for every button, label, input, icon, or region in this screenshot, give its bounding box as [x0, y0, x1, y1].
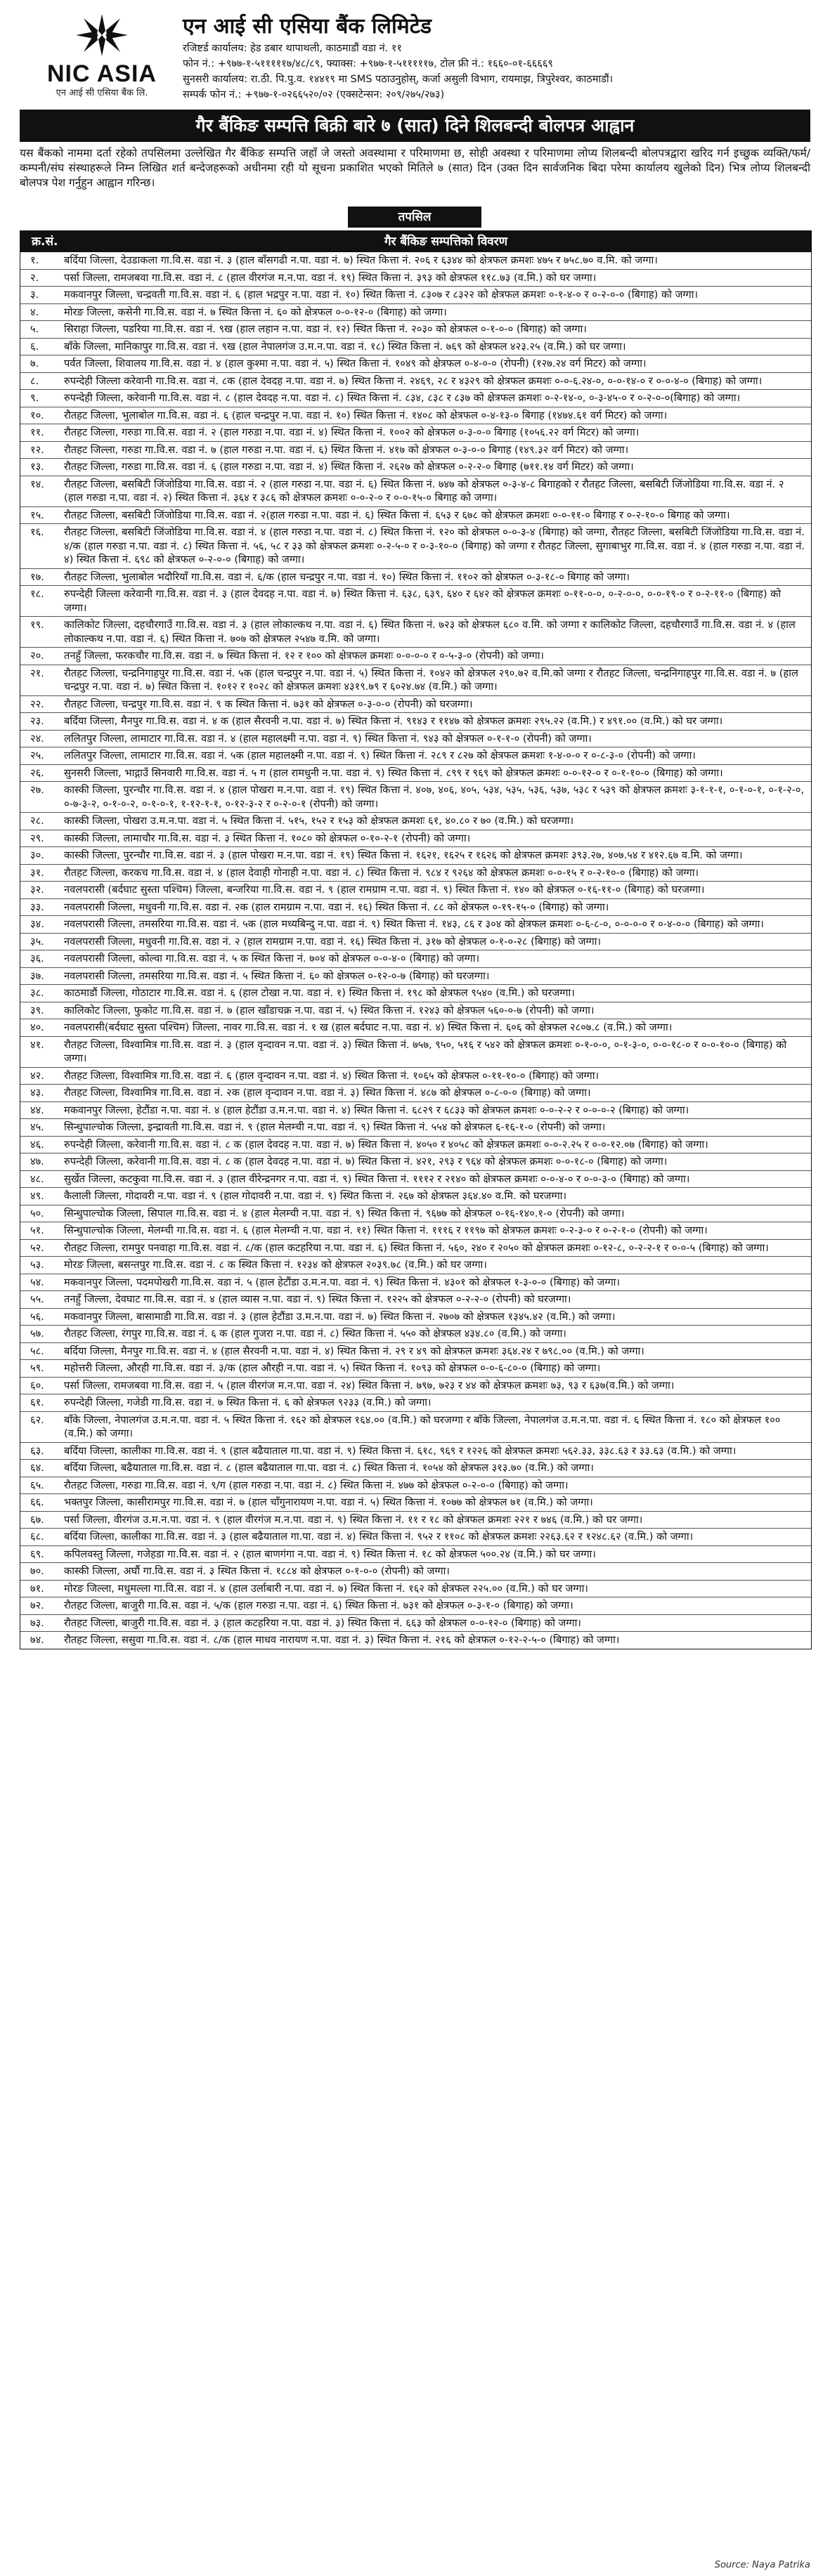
table-row [20, 1326, 811, 1343]
table-row [20, 459, 811, 476]
row-serial: ५१. [30, 1224, 44, 1236]
row-description: नवलपरासी जिल्ला, मधुवनी गा.वि.स. वडा नं. २ (हाल रामग्राम न.पा. वडा नं. १६) स्थित कित्ता नं. ३१७ को क्षेत्रफल ०-१-०-२८ (बिगाह) को जग्गा। [64, 935, 602, 948]
bank-contact-block [183, 13, 759, 103]
table-row [20, 1412, 811, 1443]
table-row [20, 1477, 811, 1495]
table-row [20, 713, 811, 731]
row-description: तनहुँ जिल्ला, फरकचौर गा.वि.स. वडा नं. ७ स्थित कित्ता नं. १२ र १०० को क्षेत्रफल क्रमशः ०-०-०-० र ०-५-३-० (रोपनी) को जग्गा। [64, 650, 545, 662]
logo-wordmark: NIC ASIA [47, 60, 157, 87]
row-serial: ३२. [30, 884, 44, 896]
row-description: काठमाडौं जिल्ला, गोठाटार गा.वि.स. वडा नं. ६ (हाल टोखा न.पा. वडा नं. १) स्थित कित्ता नं. १९८ को क्षेत्रफल ९५४० (व.मि.) को घरजग्गा। [64, 987, 575, 999]
row-serial: ५८. [30, 1345, 44, 1357]
table-row [20, 586, 811, 617]
table-row [20, 1443, 811, 1460]
table-row [20, 1274, 811, 1292]
row-serial: ४४. [30, 1104, 44, 1116]
row-description: रौतहट जिल्ला, चन्द्रनिगाहपुर गा.वि.स. वडा नं. ५क (हाल चन्द्रपुर न.पा. वडा नं. ५) स्थित कित्ता नं. १०४२ को क्षेत्रफल २९०.७२ व.मि.को जग्गा र रौतहट जिल्ला, चन्द्रनिगाहपुर गा.वि.स. वडा नं. ७ (हाल चन्द्रपुर न.पा. वडा नं. ७) स्थित कित्ता नं. १०१२ र १०२८ को क्षेत्रफल क्रमशः ४३१९.७९ र ६०२४.७४ (व.मि.) को जग्गा। [64, 667, 798, 693]
row-serial: ५५. [30, 1293, 44, 1305]
bank-header [28, 10, 808, 108]
table-row [20, 287, 811, 304]
row-serial: ७०. [30, 1565, 44, 1577]
header-description: गैर बैंकिङ सम्पत्तिको विवरण [384, 235, 507, 249]
table-row [20, 1102, 811, 1120]
row-description: मकवानपुर जिल्ला, हेटौंडा न.पा. वडा नं. ४ (हाल हेटौंडा उ.म.न.पा. वडा नं. ४) स्थित कित्ता नं. ६८२९ र ६८३३ को क्षेत्रफल क्रमशः ०-०-२-२ र ०-०-०-२ (बिगाह) को जग्गा। [64, 1104, 689, 1116]
bank-logo [28, 13, 176, 104]
row-serial: ३३. [30, 901, 44, 913]
row-description: कास्की जिल्ला, पुरन्चौर गा.वि.स. वडा नं. ४ (हाल पोखरा म.न.पा. वडा नं. १९) स्थित कित्ता नं. ४०७, ४०६, ४०५, ५३४, ५३५, ५३६, ५३७, ५३८ र ५३९ को क्षेत्रफल क्रमशः ३-१-१-१, ०-१-०-१, ०-१-२-०, ०-७-३-२, ०-१-०-२, ०-१-०-१, १-१२-१-१, ०-१२-३-२ र ०-२-०-१ (रोपनी) को जग्गा। [64, 784, 805, 810]
row-description: रौतहट जिल्ला, गरुडा गा.वि.स. वडा नं. २ (हाल गरुडा न.पा. वडा नं. ४) स्थित कित्ता नं. १००२ को क्षेत्रफल ०-३-०-० बिगाह (१०५६.२२ वर्ग मिटर) को जग्गा। [64, 426, 640, 438]
row-description: सिन्धुपाल्चोक जिल्ला, मेलम्ची गा.वि.स. वडा नं. ६ (हाल मेलम्ची न.पा. वडा नं. ११) स्थित कित्ता नं. १११६ र ११९७ को क्षेत्रफल क्रमशः ०-२-३-० र ०-२-१-० (रोपनी) को जग्गा। [64, 1224, 708, 1236]
row-serial: ४२. [30, 1069, 44, 1082]
row-description: रौतहट जिल्ला, भुलाबोल गा.वि.स. वडा नं. ६ (हाल चन्द्रपुर न.पा. वडा नं. १०) स्थित कित्ता नं. १४०८ को क्षेत्रफल ०-४-१३-० बिगाह (१४७४.६१ वर्ग मिटर) को जग्गा। [64, 409, 668, 421]
row-serial: १. [30, 254, 39, 266]
row-serial: ५. [30, 323, 39, 335]
row-serial: ६५. [30, 1479, 44, 1491]
row-serial: २५. [30, 750, 44, 761]
row-serial: ४९. [30, 1190, 44, 1202]
table-row [20, 507, 811, 525]
table-row [20, 476, 811, 507]
row-description: बर्दिया जिल्ला, मैनपुर गा.वि.स. वडा नं. ४ (हाल सैरवनी न.पा. वडा नं. ४) स्थित कित्ता नं. २९ र ४९ को क्षेत्रफल क्रमशः ३६४.२४ र ७९८.०० (व.मि.) को जग्गा। [64, 1345, 644, 1357]
table-row [20, 1529, 811, 1546]
row-description: रौतहट जिल्ला, विश्वामित्र गा.वि.स. वडा नं. ६ (हाल वृन्दावन न.पा. वडा नं. ४) स्थित कित्ता नं. १०६५ को क्षेत्रफल ०-११-१०-० (बिगाह) को जग्गा। [64, 1069, 599, 1082]
row-serial: १९. [30, 619, 44, 631]
table-row [20, 899, 811, 917]
row-description: सिन्धुपाल्चोक जिल्ला, इन्द्रावती गा.वि.स. वडा नं. ९ (हाल मेलम्ची न.पा. वडा नं. ९) स्थित कित्ता नं. ५५४ को क्षेत्रफल ६-१६-१-० (रोपनी) को जग्गा। [64, 1121, 606, 1133]
row-serial: ७१. [30, 1582, 44, 1595]
row-description: रौतहट जिल्ला, बसबिटी जिंजोडिया गा.वि.स. वडा नं. ४ (हाल गरुडा न.पा. वडा नं. ८) स्थित कित्ता नं. १२० को क्षेत्रफल ०-०-३-४ (बिगाह) को जग्गा, रौतहट जिल्ला, बसबिटी जिंजोडिया गा.वि.स. वडा नं. ४/क (हाल गरुडा न.पा. वडा नं. ८) स्थित कित्ता नं. ५६, ५८ र ३३ को क्षेत्रफल क्रमशः ०-२-५-० र ०-३-१०-० (बिगाह) को जग्गा र रौतहट जिल्ला, सुगाबाभुर गा.वि.स. वडा नं. ४ (हाल गरुडा न.पा. वडा नं. ४) स्थित कित्ता नं. ६९८ को क्षेत्रफल ०-२-०-० (बिगाह) को जग्गा। [64, 526, 805, 565]
phone-line: फोन नं.: +९७७-१-५१११११७/४८/८९, फ्याक्स: +९७७-१-५१११११७, टोल फ्री नं.: १६६०-०१-६६६६९ [183, 58, 553, 70]
row-description: कपिलवस्तु जिल्ला, गजेहडा गा.वि.स. वडा नं. २ (हाल बाणगंगा न.पा. वडा नं. ९) स्थित कित्ता नं. १८ को क्षेत्रफल ५००.२४ (व.मि.) को घर जग्गा। [64, 1548, 596, 1560]
row-description: बर्दिया जिल्ला, बढैयाताल गा.वि.स. वडा नं. ८ (हाल बढैयाताल गा.पा. वडा नं. ८) स्थित कित्ता नं. १०५४ को क्षेत्रफल ३१३.७० (व.मि.) को जग्गा। [64, 1462, 594, 1474]
table-row [20, 1343, 811, 1361]
row-description: ललितपुर जिल्ला, लामाटार गा.वि.स. वडा नं. ५क (हाल महालक्ष्मी न.पा. वडा नं. ९) स्थित कित्ता नं. २८९ र ८२७ को क्षेत्रफल क्रमशः १-४-०-० र ०-८-३-० (रोपनी) को जग्गा। [64, 750, 696, 761]
row-description: बर्दिया जिल्ला, कालीका गा.वि.स. वडा नं. ३ (हाल बढैयाताल गा.पा. वडा नं. ४) स्थित कित्ता नं. ९५२ र ११०८ को क्षेत्रफल क्रमशः २२६३.६२ र १२४८.६२ (व.मि.) को जग्गा। [64, 1531, 694, 1543]
row-serial: १५. [30, 509, 44, 521]
row-serial: ६९. [30, 1548, 44, 1560]
row-serial: ३०. [30, 849, 44, 861]
table-row [20, 950, 811, 968]
table-row [20, 968, 811, 986]
row-description: मकवानपुर जिल्ला, बासामाडी गा.वि.स. वडा नं. ३ (हाल हेटौंडा उ.म.न.पा. वडा नं. ७) स्थित कित्ता नं. २७०७ को क्षेत्रफल १३४५.४२ (व.मि.) को जग्गा। [64, 1310, 616, 1323]
row-description: रुपन्देही जिल्ला करेवानी गा.वि.स. वडा नं. ८क (हाल देवदह न.पा. वडा नं. ७) स्थित कित्ता नं. २४६९, २८ र ४३२९ को क्षेत्रफल क्रमशः ०-०-६.२४-०, ०-०-१४-० र ०-०-४-० (बिगाह) को जग्गा। [64, 374, 763, 387]
table-row [20, 1615, 811, 1633]
table-row [20, 813, 811, 830]
table-body [20, 252, 811, 1649]
row-serial: ३. [30, 289, 39, 301]
table-row [20, 1257, 811, 1274]
table-row [20, 373, 811, 391]
row-serial: ३७. [30, 969, 44, 982]
row-serial: २४. [30, 732, 44, 745]
row-description: मकवानपुर जिल्ला, पदमपोखरी गा.वि.स. वडा नं. ५ (हाल हेटौंडा उ.म.न.पा. वडा नं. ९) स्थित कित्ता नं. ४३०१ को क्षेत्रफल १-३-०-० (बिगाह) को जग्गा। [64, 1276, 620, 1288]
row-serial: ६४. [30, 1462, 44, 1474]
table-row [20, 270, 811, 287]
table-row [20, 1085, 811, 1102]
row-description: पर्सा जिल्ला, रामजबवा गा.वि.स. वडा नं. ८ (हाल वीरगंज म.न.पा. वडा नं. १९) स्थित कित्ता नं. ३९३ को क्षेत्रफल ११८.७३ (व.मि.) को घर जग्गा। [64, 271, 597, 284]
row-description: रुपन्देही जिल्ला करेवानी गा.वि.स. वडा नं. ३ (हाल देवदह न.पा. वडा नं. ७) स्थित कित्ता नं. ६३८, ६३९, ६४० र ६४२ को क्षेत्रफल क्रमशः ०-११-०-०, ०-२-०-०, ०-०-१९-० र ०-२-११-० (बिगाह) को जग्गा। [64, 588, 782, 614]
row-description: रौतहट जिल्ला, ससुवा गा.वि.स. वडा नं. ८/क (हाल माधव नारायण न.पा. वडा नं. ३) स्थित कित्ता नं. २१६ को क्षेत्रफल ०-१२-२-५-० (बिगाह) को जग्गा। [64, 1634, 620, 1646]
bank-name: एन आई सी एसिया बैंक लिमिटेड [183, 14, 432, 39]
table-row [20, 407, 811, 425]
table-row [20, 1581, 811, 1598]
table-row [20, 1153, 811, 1171]
table-row [20, 916, 811, 934]
source-credit: Source: Naya Patrika [714, 2560, 810, 2570]
row-serial: ३१. [30, 866, 44, 879]
star-emblem-icon [70, 13, 134, 58]
row-description: कास्की जिल्ला, अर्घौ गा.वि.स. वडा नं. ३ स्थित कित्ता नं. १८८४ को क्षेत्रफल ०-१-०-० (रोपनी) को जग्गा। [64, 1565, 450, 1577]
table-row [20, 1240, 811, 1257]
row-description: रौतहट जिल्ला, रंगपुर गा.वि.स. वडा नं. ६ क (हाल गुजरा न.पा. वडा नं. ८) स्थित कित्ता नं. ५५० को क्षेत्रफल ४३४.८० (व.मि.) को जग्गा। [64, 1328, 566, 1340]
row-description: रौतहट जिल्ला, गरुडा गा.वि.स. वडा नं. ७ (हाल गरुडा न.पा. वडा नं. ६) स्थित कित्ता नं. ४१७ को क्षेत्रफल ०-३-०-० बिगाह (१४९.३२ वर्ग मिटर) को जग्गा। [64, 443, 629, 456]
table-row [20, 339, 811, 356]
row-description: रौतहट जिल्ला, चन्द्रपुर गा.वि.स. वडा नं. ९ क स्थित कित्ता नं. ७३१ को क्षेत्रफल ०-३-०-० (रोपनी) को घरजग्गा। [64, 698, 473, 710]
row-description: कास्की जिल्ला, पोखरा उ.म.न.पा. वडा नं. ५ स्थित कित्ता नं. ५१५, १५२ र १५३ को क्षेत्रफल क्रमशः ६१, ४०.८० र ७० (व.मि.) को घरजग्गा। [64, 815, 574, 827]
table-row [20, 1002, 811, 1020]
row-serial: ७. [30, 358, 39, 370]
row-description: रुपन्देही जिल्ला, करेवानी गा.वि.स. वडा नं. ८ क (हाल देवदह न.पा. वडा नं. ७) स्थित कित्ता नं. ४२१, २९३ र ९६४ को क्षेत्रफल क्रमशः ०-०-१८-० (बिगाह) को जग्गा। [64, 1156, 668, 1168]
row-serial: ६०. [30, 1379, 44, 1392]
table-row [20, 1546, 811, 1564]
notice-intro [20, 146, 810, 190]
row-serial: ५९. [30, 1362, 44, 1374]
table-row [20, 1137, 811, 1154]
row-description: मकवानपुर जिल्ला, चन्द्रवती गा.वि.स. वडा नं. ६ (हाल भद्रपुर न.पा. वडा नं. १०) स्थित कित्ता नं. ८३०७ र ८३२२ को क्षेत्रफल क्रमशः ०-१-४-० र ०-२-०-० (बिगाह) को जग्गा। [64, 289, 699, 301]
row-serial: ४३. [30, 1087, 44, 1099]
row-description: नवलपरासी जिल्ला, तमसरिया गा.वि.स. वडा नं. ५क (हाल मध्यबिन्दु न.पा. वडा नं. ९) स्थित कित्ता नं. १४३, ८६ र ३०४ को क्षेत्रफल क्रमशः ०-६-८-०, ०-०-०-० र ०-४-०-० (बिगाह) को जग्गा। [64, 918, 764, 930]
row-description: भक्तपुर जिल्ला, कासीरामपुर गा.वि.स. वडा नं. ७ (हाल चाँगुनारायण न.पा. वडा नं. ५) स्थित कित्ता नं. १०७७ को क्षेत्रफल ७१ (व.मि.) को जग्गा। [64, 1496, 593, 1508]
row-serial: २७. [30, 784, 44, 796]
table-row [20, 934, 811, 951]
header-serial: क्र.सं. [32, 235, 58, 249]
row-serial: २६. [30, 766, 44, 779]
row-description: मोरङ जिल्ला, कसेनी गा.वि.स. वडा नं. ७ स्थित कित्ता नं. ६० को क्षेत्रफल ०-०-१२-० (बिगाह) को जग्गा। [64, 306, 447, 318]
row-description: रौतहट जिल्ला, बसबिटी जिंजोडिया गा.वि.स. वडा नं. २ (हाल गरुडा न.पा. वडा नं. ६) स्थित कित्ता नं. ७४७ को क्षेत्रफल ०-३-४-८ बिगाहको र रौतहट जिल्ला, बसबिटी जिंजोडिया गा.वि.स. वडा नं. २ (हाल गरुडा न.पा. वडा नं. २) स्थित कित्ता नं. ३६४ र ३८६ को क्षेत्रफल क्रमशः ०-०-२-० र ०-०-१५-० बिगाह को जग्गा। [64, 478, 784, 504]
row-serial: ११. [30, 426, 44, 438]
row-description: रौतहट जिल्ला, विश्वामित्र गा.वि.स. वडा नं. २क (हाल वृन्दावन न.पा. वडा नं. ३) स्थित कित्ता नं. ४८७ को क्षेत्रफल ०-८-०-० (बिगाह) को जग्गा। [64, 1087, 591, 1099]
notice-title: गैर बैंकिङ सम्पत्ति बिक्री बारे ७ (सात) दिने शिलबन्दी बोलपत्र आह्वान [20, 110, 810, 142]
row-serial: ५२. [30, 1241, 44, 1254]
table-row [20, 1494, 811, 1512]
row-serial: २. [30, 271, 39, 284]
row-serial: ९. [30, 392, 39, 404]
row-serial: ३८. [30, 987, 44, 999]
table-row [20, 442, 811, 459]
table-row [20, 882, 811, 899]
table-row [20, 1019, 811, 1037]
table-row [20, 1378, 811, 1395]
row-description: सुनसरी जिल्ला, भाद्गाउँ सिनवारी गा.वि.स. वडा नं. ५ ग (हाल रामधुनी न.पा. वडा नं. ९) स्थित कित्ता नं. ८९९ र ९६९ को क्षेत्रफल क्रमशः ०-०-१२-० र ०-१-१०-० (बिगाह) को जग्गा। [64, 766, 723, 779]
table-row [20, 1188, 811, 1205]
row-serial: २८. [30, 815, 44, 827]
row-serial: २९. [30, 832, 44, 844]
table-row [20, 1512, 811, 1529]
row-serial: ६१. [30, 1397, 44, 1408]
table-row [20, 1291, 811, 1309]
table-row [20, 747, 811, 765]
table-row [20, 865, 811, 882]
table-row [20, 782, 811, 813]
row-serial: ८. [30, 374, 39, 387]
table-row [20, 1563, 811, 1581]
row-serial: ३४. [30, 918, 44, 930]
table-row [20, 321, 811, 339]
logo-tagline: एन आई सी एसिया बैंक लि. [56, 88, 148, 98]
row-serial: ६८. [30, 1531, 44, 1543]
row-description: पर्वत जिल्ला, शिवालय गा.वि.स. वडा नं. ४ (हाल कुश्मा न.पा. वडा नं. ५) स्थित कित्ता नं. १०४९ को क्षेत्रफल ०-४-०-० (रोपनी) (१२७.२४ वर्ग मिटर) को जग्गा। [64, 358, 647, 370]
table-row [20, 985, 811, 1002]
table-row [20, 830, 811, 848]
row-serial: ४०. [30, 1021, 44, 1033]
row-description: नवलपरासी(बर्दघाट सुस्ता पश्चिम) जिल्ला, नावर गा.वि.स. वडा नं. १ ख (हाल बर्दघाट न.पा. वडा नं. ४) स्थित कित्ता नं. ६०६ को क्षेत्रफल २८०७.८ (व.मि.) को जग्गा। [64, 1021, 673, 1033]
row-serial: १०. [30, 409, 44, 421]
row-description: बर्दिया जिल्ला, देउडाकला गा.वि.स. वडा नं. ३ (हाल बाँसगढी न.पा. वडा नं. ७) स्थित कित्ता नं. २०६ र ६३४४ को क्षेत्रफल क्रमशः ४७५ र ७५८.७० व.मि. को जग्गा। [64, 254, 658, 266]
row-serial: ४७. [30, 1156, 44, 1168]
row-description: रौतहट जिल्ला, बाजुरी गा.वि.स. वडा नं. ३ (हाल कटहरिया न.पा. वडा नं. ३) स्थित कित्ता नं. ६६३ को क्षेत्रफल ०-०-१२-० (बिगाह) को जग्गा। [64, 1616, 581, 1629]
schedule-heading: तपसिल [348, 207, 481, 228]
row-description: नवलपरासी जिल्ला, मधुवनी गा.वि.स. वडा नं. २क (हाल रामग्राम न.पा. वडा नं. १६) स्थित कित्ता नं. ८८ को क्षेत्रफल ०-१९-१५-० (बिगाह) को जग्गा। [64, 901, 609, 913]
row-serial: ३५. [30, 935, 44, 948]
row-serial: १२. [30, 443, 44, 456]
table-row [20, 252, 811, 270]
row-serial: ४५. [30, 1121, 44, 1133]
row-description: रौतहट जिल्ला, गरुडा गा.वि.स. वडा नं. ९/ग (हाल गरुडा न.पा. वडा नं. ८) स्थित कित्ता नं. ४७७ को क्षेत्रफल ०-२-०-० (बिगाह) को जग्गा। [64, 1479, 569, 1491]
row-description: तनहुँ जिल्ला, देवघाट गा.वि.स. वडा नं. ४ (हाल व्यास न.पा. वडा नं. ९) स्थित कित्ता नं. १२२५ को क्षेत्रफल ०-२-२-० (रोपनी) को घरजग्गा। [64, 1293, 571, 1305]
property-table [20, 230, 812, 1649]
table-row [20, 355, 811, 373]
table-row [20, 648, 811, 665]
row-serial: ६. [30, 340, 39, 353]
row-serial: १४. [30, 478, 44, 490]
row-description: कालिकोट जिल्ला, फुकोट गा.वि.स. वडा नं. ७ (हाल खाँडाचक्र न.पा. वडा नं. ५) स्थित कित्ता नं. १२४३ को क्षेत्रफल ५६०-०-७ (रोपनी) को जग्गा। [64, 1004, 595, 1016]
registered-office-line: रजिष्टर्ड कार्यालय: हेड डबार थापाथली, काठमाडौं वडा नं. ११ [183, 43, 402, 54]
row-description: पर्सा जिल्ला, वीरगंज उ.म.न.पा. वडा नं. ९ (हाल वीरगंज म.न.पा. वडा नं. ९) स्थित कित्ता नं. ११ र १८ को क्षेत्रफल क्रमशः २२१ र ७४६ (व.मि.) को घर जग्गा। [64, 1513, 643, 1526]
row-serial: ३९. [30, 1004, 44, 1016]
row-serial: १३. [30, 461, 44, 473]
row-description: बर्दिया जिल्ला, कालीका गा.वि.स. वडा नं. ९ (हाल बढैयाताल गा.पा. वडा नं. ९) स्थित कित्ता नं. ६१८, ९६९ र १२२६ को क्षेत्रफल क्रमशः ५६२.३३, ३३८.६३ र ३३.६३ (व.मि.) को जग्गा। [64, 1444, 737, 1457]
row-description: रौतहट जिल्ला, करकच गा.वि.स. वडा नं. ४ (हाल देवाही गोनाही न.पा. वडा नं. ८) स्थित कित्ता नं. ९८४ र ९२६४ को क्षेत्रफल क्रमशः ०-०-१५ र ०-२-१०-० (बिगाह) को जग्गा। [64, 866, 699, 879]
row-description: रौतहट जिल्ला, गरुडा गा.वि.स. वडा नं. ६ (हाल गरुडा न.पा. वडा नं. ४) स्थित कित्ता नं. २६२७ को क्षेत्रफल ०-२-२-० बिगाह (७११.१४ वर्ग मिटर) को जग्गा। [64, 461, 634, 473]
table-row [20, 1360, 811, 1378]
row-description: सिराहा जिल्ला, पडरिया गा.वि.स. वडा नं. ९ख (हाल लहान न.पा. वडा नं. १२) स्थित कित्ता नं. २०३० को क्षेत्रफल ०-१-०-० (बिगाह) को जग्गा। [64, 323, 587, 335]
row-serial: ४. [30, 306, 39, 318]
row-serial: ५३. [30, 1259, 44, 1271]
table-row [20, 731, 811, 748]
row-description: रुपन्देही जिल्ला, करेवानी गा.वि.स. वडा नं. ८ (हाल देवदह न.पा. वडा नं. ८) स्थित कित्ता नं. ८३४, ८३८ र ८३७ को क्षेत्रफल क्रमशः ०-२-१४-०, ०-३-४५-० र ०-२-०-०(बिगाह) को जग्गा। [64, 392, 741, 404]
table-row [20, 424, 811, 442]
row-description: मोरङ जिल्ला, मधुमल्ला गा.वि.स. वडा नं. ४ (हाल उर्लाबारी न.पा. वडा नं. ७) स्थित कित्ता नं. १६२ को क्षेत्रफल २२५.०० (व.मि.) को घर जग्गा। [64, 1582, 588, 1595]
row-description: रौतहट जिल्ला, रामपुर पनवाहा गा.वि.स. वडा नं. ८/क (हाल कटहरिया न.पा. वडा नं. ६) स्थित कित्ता नं. ५६०, २४० र २०५० को क्षेत्रफल क्रमशः ०-१२-८, ०-२-२-१ र ०-०-५ (बिगाह) को जग्गा। [64, 1241, 769, 1254]
table-row [20, 569, 811, 587]
row-serial: ५४. [30, 1276, 44, 1288]
row-serial: २२. [30, 698, 44, 710]
row-description: पर्सा जिल्ला, रामजबवा गा.वि.स. वडा नं. ५ (हाल वीरगंज म.न.पा. वडा नं. २४) स्थित कित्ता नं. ७९७, ७२३ र ४४ को क्षेत्रफल क्रमशः ७३, ९३ र ६३७(व.मि.) को जग्गा। [64, 1379, 675, 1392]
row-description: कास्की जिल्ला, लामाचौर गा.वि.स. वडा नं. ३ स्थित कित्ता नं. १०८० को क्षेत्रफल ०-१०-२-१ (रोपनी) को जग्गा। [64, 832, 471, 844]
table-row [20, 524, 811, 569]
row-serial: १७. [30, 570, 44, 583]
table-row [20, 1222, 811, 1240]
table-header [20, 231, 811, 252]
row-description: कैलाली जिल्ला, गोदावरी न.पा. वडा नं. ९ (हाल गोदावरी न.पा. वडा नं. ९) स्थित कित्ता नं. २६७ को क्षेत्रफल ३६४.४० व.मि. को घरजग्गा। [64, 1190, 566, 1202]
table-row [20, 696, 811, 714]
row-description: महोत्तरी जिल्ला, औरही गा.वि.स. वडा नं. ३/क (हाल औरही न.पा. वडा नं. ५) स्थित कित्ता नं. १०९३ को क्षेत्रफल ०-०-६-८०-० (बिगाह) को जग्गा। [64, 1362, 601, 1374]
row-description: बर्दिया जिल्ला, मैनपुर गा.वि.स. वडा नं. ४ क (हाल सैरवनी न.पा. वडा नं. ७) स्थित कित्ता नं. ९१४३ र ११४७ को क्षेत्रफल क्रमशः २९५.२२ (व.मि.) र ४९१.०० (व.मि.) को घर जग्गा। [64, 715, 723, 727]
row-description: रौतहट जिल्ला, बाजुरी गा.वि.स. वडा नं. ५/क (हाल गरुडा न.पा. वडा नं. ६) स्थित कित्ता नं. ७३१ को क्षेत्रफल ०-३-१-० (बिगाह) को जग्गा। [64, 1600, 573, 1611]
table-row [20, 1205, 811, 1223]
table-row [20, 1037, 811, 1068]
row-serial: १८. [30, 588, 44, 600]
row-serial: २३. [30, 715, 44, 727]
contact-phone-line: सम्पर्क फोन नं.: +९७७-१-०२६६५२०/०२ (एक्सटेन्सन: २०९/२७५/२७३) [183, 89, 445, 100]
row-serial: ६३. [30, 1444, 44, 1457]
intro-paragraph: यस बैंकको नाममा दर्ता रहेको तपसिलमा उल्लेखित गैर बैंकिङ सम्पत्ति जहाँ जे जस्तो अवस्थामा र परिमाणमा छ, सोही अवस्था र परिमाणमा लोप्य शिलबन्दी बोलपत्रद्वारा खरिद गर्न इच्छुक व्यक्ति/फर्म/कम्पनी/संघ संस्थाहरूले निम्न लिखित शर्त बन्देजहरूको अधीनमा रही यो सूचना प्रकाशित भएको मितिले ७ (सात) दिन (उक्त दिन सार्वजनिक बिदा परेमा कार्यालय खुलेको दिन) भित्र लोप्य शिलबन्दी बोलपत्र पेश गर्नुहुन आह्वान गरिन्छ। [20, 147, 810, 189]
row-serial: २०. [30, 650, 44, 662]
row-description: रौतहट जिल्ला, विश्वामित्र गा.वि.स. वडा नं. ३ (हाल वृन्दावन न.पा. वडा नं. ३) स्थित कित्ता नं. ७५७, ९५०, ५१६ र ५४२ को क्षेत्रफल क्रमशः ०-१-०-०, ०-१-३-०, ०-०-१८-० र ०-०-१०-० (बिगाह) को जग्गा। [64, 1038, 787, 1064]
table-row [20, 1171, 811, 1189]
row-serial: ५०. [30, 1207, 44, 1220]
row-description: नवलपरासी (बर्दघाट सुस्ता पश्चिम) जिल्ला, बन्जरिया गा.वि.स. वडा नं. ९ (हाल रामग्राम न.पा. वडा नं. ९) स्थित कित्ता नं. १४० को क्षेत्रफल ०-१६-११-० (बिगाह) को घरजग्गा। [64, 884, 705, 896]
table-row [20, 1309, 811, 1326]
row-serial: ७२. [30, 1600, 44, 1611]
row-description: बाँके जिल्ला, नेपालगंज उ.म.न.पा. वडा नं. ५ स्थित कित्ता नं. १६२ को क्षेत्रफल १६४.०० (व.मि.) को घरजग्गा र बाँके जिल्ला, नेपालगंज उ.म.न.पा. वडा नं. ६ स्थित कित्ता नं. १८० को क्षेत्रफल १०० (व.मि.) को जग्गा। [64, 1413, 781, 1439]
row-serial: ४८. [30, 1172, 44, 1185]
table-row [20, 1119, 811, 1137]
row-description: रौतहट जिल्ला, बसबिटी जिंजोडिया गा.वि.स. वडा नं. २(हाल गरुडा न.पा. वडा नं. ६) स्थित कित्ता नं. ६५३ र ६७८ को क्षेत्रफल क्रमशः ०-०-११-० बिगाह र ०-२-१०-० बिगाह को जग्गा। [64, 509, 730, 521]
row-serial: ६७. [30, 1513, 44, 1526]
row-description: ललितपुर जिल्ला, लामाटार गा.वि.स. वडा नं. ४ (हाल महालक्ष्मी न.पा. वडा नं. ९) स्थित कित्ता नं. ९४३ को क्षेत्रफल ०-१-१-० (रोपनी) को जग्गा। [64, 732, 592, 745]
table-row [20, 1632, 811, 1649]
row-serial: ७४. [30, 1634, 44, 1646]
row-description: कास्की जिल्ला, पुरन्चौर गा.वि.स. वडा नं. ३ (हाल पोखरा म.न.पा. वडा नं. १९) स्थित कित्ता नं. १६२१, १६२५ र १६२६ को क्षेत्रफल क्रमशः ३९३.२७, ४०७.५४ र ४१२.६७ व.मि. को जग्गा। [64, 849, 743, 861]
row-description: सुर्खेत जिल्ला, कटकुवा गा.वि.स. वडा नं. ३ (हाल वीरेन्द्रनगर न.पा. वडा नं. ९) स्थित कित्ता नं. १११२ र २१४० को क्षेत्रफल क्रमशः ०-०-४-० र ०-०-३-० (बिगाह) को जग्गा। [64, 1172, 690, 1185]
table-row [20, 1068, 811, 1085]
row-description: रौतहट जिल्ला, भुलाबोल भदौरियाँ गा.वि.स. वडा नं. ६/क (हाल चन्द्रपुर न.पा. वडा नं. १०) स्थित कित्ता नं. ११०२ को क्षेत्रफल ०-३-१८-० बिगाह को जग्गा। [64, 570, 630, 583]
row-description: नवलपरासी जिल्ला, तमसरिया गा.वि.स. वडा नं. ५ स्थित कित्ता नं. ६० को क्षेत्रफल ०-१२-०-७ (बिगाह) को घरजग्गा। [64, 969, 490, 982]
row-serial: ३६. [30, 953, 44, 965]
row-serial: १६. [30, 526, 44, 538]
row-description: मोरङ जिल्ला, बसन्तपुर गा.वि.स. वडा नं. ८ क स्थित कित्ता नं. १२३४ को क्षेत्रफल २०३९.७८ (व.मि.) को घर जग्गा। [64, 1259, 487, 1271]
row-serial: ४६. [30, 1138, 44, 1151]
row-serial: ७३. [30, 1616, 44, 1629]
recovery-office-line: सुनसरी कार्यालय: रा.ठी. पि.पु.व. १४४१९ मा SMS पठाउनुहोस्, कर्जा असुली विभाग, रायमाझ, त्रिपुरेश्वर, काठमाडौं। [183, 74, 614, 85]
row-description: नवलपरासी जिल्ला, कोल्वा गा.वि.स. वडा नं. ५ क स्थित कित्ता नं. ७०४ को क्षेत्रफल ०-०-४-० (बिगाह) को जग्गा। [64, 953, 480, 965]
table-row [20, 390, 811, 407]
table-row [20, 617, 811, 648]
row-serial: ६६. [30, 1496, 44, 1508]
table-row [20, 665, 811, 696]
table-row [20, 1394, 811, 1412]
row-serial: ५६. [30, 1310, 44, 1323]
table-row [20, 765, 811, 783]
table-row [20, 1597, 811, 1615]
table-row [20, 847, 811, 865]
table-row [20, 304, 811, 322]
row-serial: ५७. [30, 1328, 44, 1340]
row-description: रुपन्देही जिल्ला, गजेडी गा.वि.स. वडा नं. ७ स्थित कित्ता नं. ६ को क्षेत्रफल ९२३३ (व.मि.) को जग्गा। [64, 1397, 432, 1408]
row-description: सिन्धुपाल्चोक जिल्ला, सिपाल गा.वि.स. वडा नं. ४ (हाल मेलम्ची न.पा. वडा नं. ९) स्थित कित्ता नं. ९६७७ को क्षेत्रफल ०-१६-१४०.१-० (रोपनी) को जग्गा। [64, 1207, 625, 1220]
row-description: कालिकोट जिल्ला, दहचौरगाउँ गा.वि.स. वडा नं. ३ (हाल लोकाल्कथ न.पा. वडा नं. ६) स्थित कित्ता नं. ७२३ को क्षेत्रफल ६८० व.मि. को जग्गा र कालिकोट जिल्ला, दहचौरगाउँ गा.वि.स. वडा नं. ४ (हाल लोकाल्कथ न.पा. वडा नं. ६) स्थित कित्ता नं. ७०७ को क्षेत्रफल २५४७ व.मि. को जग्गा। [64, 619, 796, 645]
row-serial: ४१. [30, 1038, 44, 1051]
table-row [20, 1460, 811, 1477]
row-serial: ६२. [30, 1413, 44, 1426]
row-description: बाँके जिल्ला, मानिकापुर गा.वि.स. वडा नं. ९ख (हाल नेपालगंज उ.म.न.पा. वडा नं. १८) स्थित कित्ता नं. ७६९ को क्षेत्रफल ४२३.२५ (व.मि.) को घर जग्गा। [64, 340, 626, 353]
row-serial: २१. [30, 667, 44, 679]
row-description: रुपन्देही जिल्ला, करेवानी गा.वि.स. वडा नं. ८ क (हाल देवदह न.पा. वडा नं. ७) स्थित कित्ता नं. ४०५० र ४०५८ को क्षेत्रफल क्रमशः ०-०-२.२५ र ०-०-१२.०७ (बिगाह) को जग्गा। [64, 1138, 708, 1151]
